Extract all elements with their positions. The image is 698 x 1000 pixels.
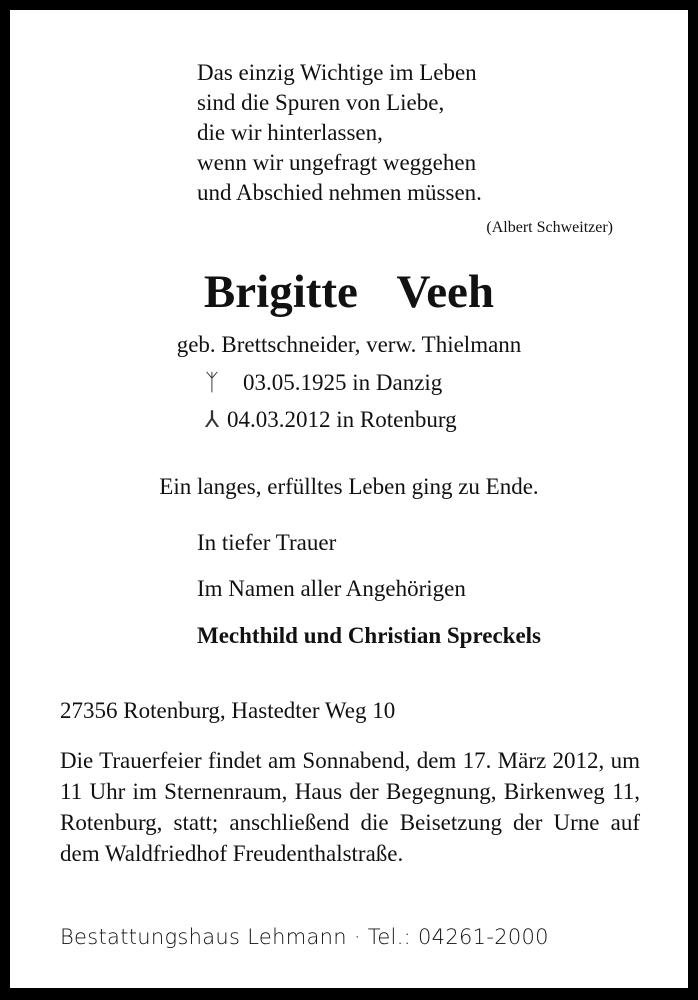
statement: Ein langes, erfülltes Leben ging zu Ende. [159,474,539,499]
poem-line: wenn wir ungefragt weggehen [197,150,477,175]
mourning-line: In tiefer Trauer [197,530,337,555]
maiden-name: geb. Brettschneider, verw. Thielmann [176,332,522,357]
address: 27356 Rotenburg, Hastedter Weg 10 [60,698,396,723]
birth-rune-icon: ᛉ [205,370,219,395]
service-info: Die Trauerfeier findet am Sonnabend, dem 17. März 2012, um 11 Uhr im Sternenraum, Haus der Begegnung, Birkenweg 11, Rotenburg, statt; anschließend die Beisetzung der Urne auf dem Waldfriedhof Freudenthalstraße. [60,748,640,866]
birth-text: 03.05.1925 in Danzig [243,370,443,395]
family-line: Im Namen aller Angehörigen [197,576,466,601]
funeral-home-footer: Bestattungshaus Lehmann · Tel.: 04261-2000 [60,925,549,949]
poem-line: sind die Spuren von Liebe, [197,90,445,115]
poem [197,58,482,208]
poem-line: Das einzig Wichtige im Leben [197,60,477,85]
death-text: 04.03.2012 in Rotenburg [227,407,457,432]
death-line [205,405,457,435]
death-rune-icon: ⅄ [205,407,220,432]
poem-line: und Abschied nehmen müssen. [197,180,482,205]
mourner-names: Mechthild und Christian Spreckels [197,623,541,648]
deceased-name: Brigitte Veeh [203,266,495,318]
birth-line [205,368,442,398]
poem-author: (Albert Schweitzer) [486,219,613,236]
poem-line: die wir hinterlassen, [197,120,383,145]
